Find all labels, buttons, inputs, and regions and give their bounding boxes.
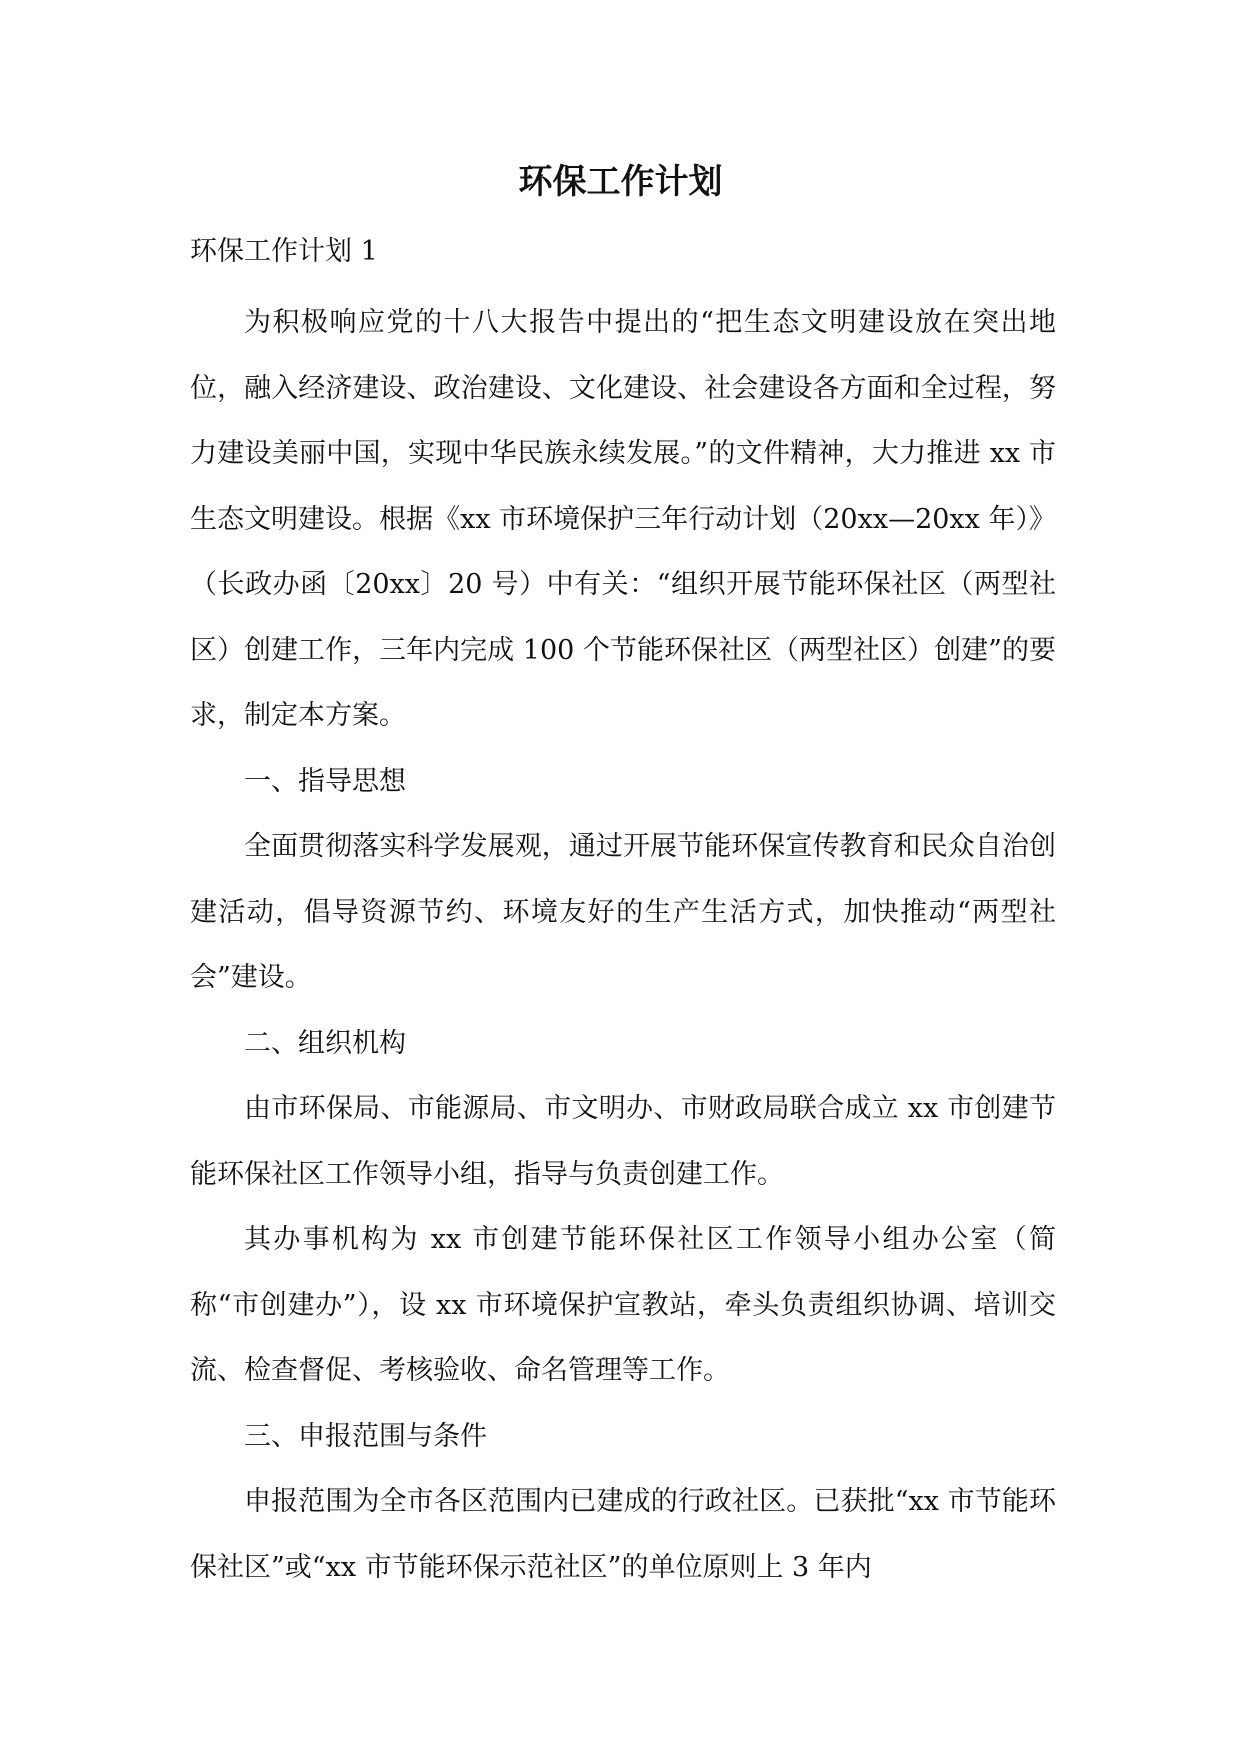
heading-guiding-ideology: 一、指导思想 (244, 765, 406, 797)
paragraph-scope: 申报范围为全市各区范围内已建成的行政社区。已获批“xx 市节能环保社区”或“xx 市节能环保示范社区”的单位原则上 3 年内 (190, 1486, 1056, 1583)
paragraph-office: 其办事机构为 xx 市创建节能环保社区工作领导小组办公室（简称“市创建办”），设 xx 市环境保护宣教站，牵头负责组织协调、培训交流、检查督促、考核验收、命名管理等工作。 (190, 1224, 1056, 1386)
document-body (190, 290, 1056, 1600)
heading-scope: 三、申报范围与条件 (244, 1420, 487, 1452)
heading-organization: 二、组织机构 (244, 1027, 406, 1059)
paragraph-intro: 为积极响应党的十八大报告中提出的“把生态文明建设放在突出地位，融入经济建设、政治建设、文化建设、社会建设各方面和全过程，努力建设美丽中国，实现中华民族永续发展。”的文件精神，大力推进 xx 市生态文明建设。根据《xx 市环境保护三年行动计划（20xx—20xx 年）》（长政办函〔20xx〕20 号）中有关：“组织开展节能环保社区（两型社区）创建工作，三年内完成 100 个节能环保社区（两型社区）创建”的要求，制定本方案。 (190, 307, 1056, 731)
section-label: 环保工作计划 1 (190, 236, 378, 267)
paragraph-organization: 由市环保局、市能源局、市文明办、市财政局联合成立 xx 市创建节能环保社区工作领导小组，指导与负责创建工作。 (190, 1093, 1056, 1190)
document-title: 环保工作计划 (518, 162, 723, 202)
paragraph-guiding-ideology: 全面贯彻落实科学发展观，通过开展节能环保宣传教育和民众自治创建活动，倡导资源节约、环境友好的生产生活方式，加快推动“两型社会”建设。 (190, 831, 1056, 993)
